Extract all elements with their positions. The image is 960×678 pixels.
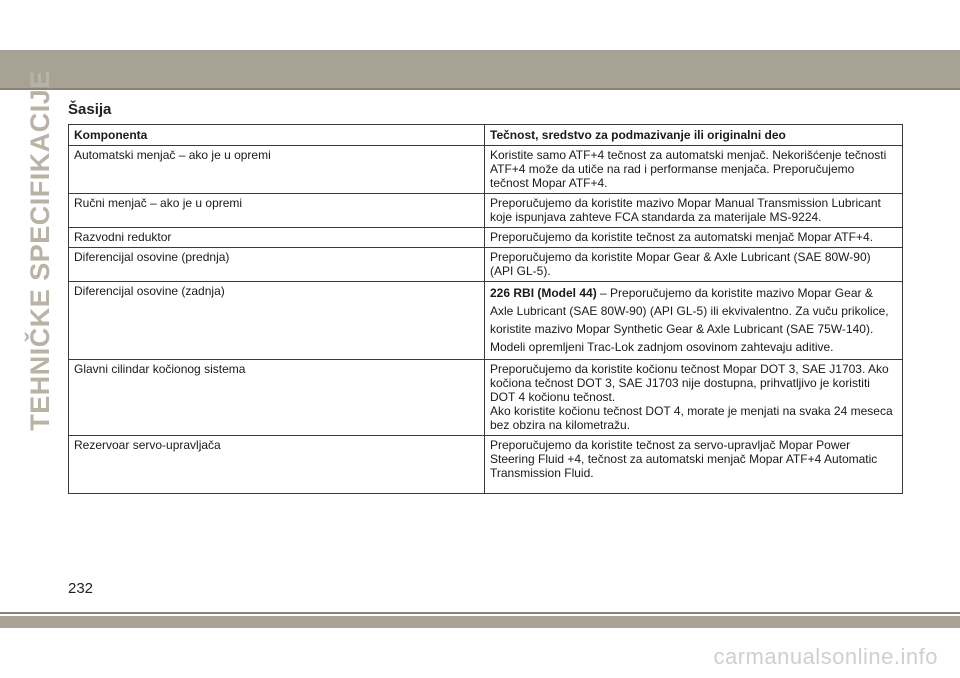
row-fluid: Koristite samo ATF+4 tečnost za automatski menjač. Nekorišćenje tečnosti ATF+4 može da utiče na rad i performanse menjača. Preporučujemo tečnost Mopar ATF+4. bbox=[485, 146, 903, 194]
section-title: Šasija bbox=[68, 101, 112, 118]
column-header-component: Komponenta bbox=[69, 125, 485, 146]
row-fluid-text: Preporučujemo da koristite kočionu tečnost Mopar DOT 3, SAE J1703. Ako kočiona tečnost DOT 3, SAE J1703 nije dostupna, prihvatljivo je koristiti DOT 4 kočionu tečnost. bbox=[490, 362, 889, 404]
table-header-row bbox=[69, 125, 903, 146]
table-row bbox=[69, 436, 903, 494]
row-component: Glavni cilindar kočionog sistema bbox=[69, 360, 485, 436]
page-number: 232 bbox=[68, 580, 94, 597]
table-row bbox=[69, 228, 903, 248]
row-component: Rezervoar servo-upravljača bbox=[69, 436, 485, 494]
chapter-side-tab bbox=[22, 69, 58, 431]
row-fluid-text: – Preporučujemo da koristite mazivo Mopar Gear & Axle Lubricant (SAE 80W-90) (API GL-5) ili ekvivalentno. Za vuču prikolice, koristite mazivo Mopar Synthetic Gear & Axle Lubricant (SAE 75W-140). Modeli opremljeni Trac-Lok zadnjom osovinom zahtevaju aditive. bbox=[490, 286, 889, 354]
row-fluid: Preporučujemo da koristite mazivo Mopar Manual Transmission Lubricant koje ispunjava zahteve FCA standarda za materijale MS-9224. bbox=[485, 194, 903, 228]
row-fluid-model: 226 RBI (Model 44) bbox=[490, 286, 597, 300]
column-header-fluid: Tečnost, sredstvo za podmazivanje ili originalni deo bbox=[485, 125, 903, 146]
row-component: Diferencijal osovine (prednja) bbox=[69, 248, 485, 282]
table-row bbox=[69, 360, 903, 436]
table-row bbox=[69, 248, 903, 282]
row-component: Automatski menjač – ako je u opremi bbox=[69, 146, 485, 194]
table-row bbox=[69, 282, 903, 360]
row-component: Ručni menjač – ako je u opremi bbox=[69, 194, 485, 228]
row-component: Razvodni reduktor bbox=[69, 228, 485, 248]
table-row bbox=[69, 194, 903, 228]
footer-band bbox=[0, 616, 960, 628]
spec-table bbox=[68, 124, 903, 494]
footer-divider bbox=[0, 612, 960, 614]
header-divider bbox=[0, 88, 960, 90]
table-row bbox=[69, 146, 903, 194]
row-fluid: Preporučujemo da koristite tečnost za servo-upravljač Mopar Power Steering Fluid +4, tečnost za automatski menjač Mopar ATF+4 Automatic Transmission Fluid. bbox=[485, 436, 903, 494]
row-fluid: Preporučujemo da koristite tečnost za automatski menjač Mopar ATF+4. bbox=[485, 228, 903, 248]
watermark: carmanualsonline.info bbox=[713, 644, 938, 669]
row-fluid bbox=[485, 360, 903, 436]
row-fluid: Preporučujemo da koristite Mopar Gear & Axle Lubricant (SAE 80W-90) (API GL-5). bbox=[485, 248, 903, 282]
row-component: Diferencijal osovine (zadnja) bbox=[69, 282, 485, 360]
row-fluid bbox=[485, 282, 903, 360]
row-fluid-note: Ako koristite kočionu tečnost DOT 4, morate je menjati na svaka 24 meseca bez obzira na kilometražu. bbox=[490, 404, 893, 432]
header-band bbox=[0, 50, 960, 90]
chapter-side-tab-label: TEHNIČKE SPECIFIKACIJE bbox=[24, 69, 55, 431]
